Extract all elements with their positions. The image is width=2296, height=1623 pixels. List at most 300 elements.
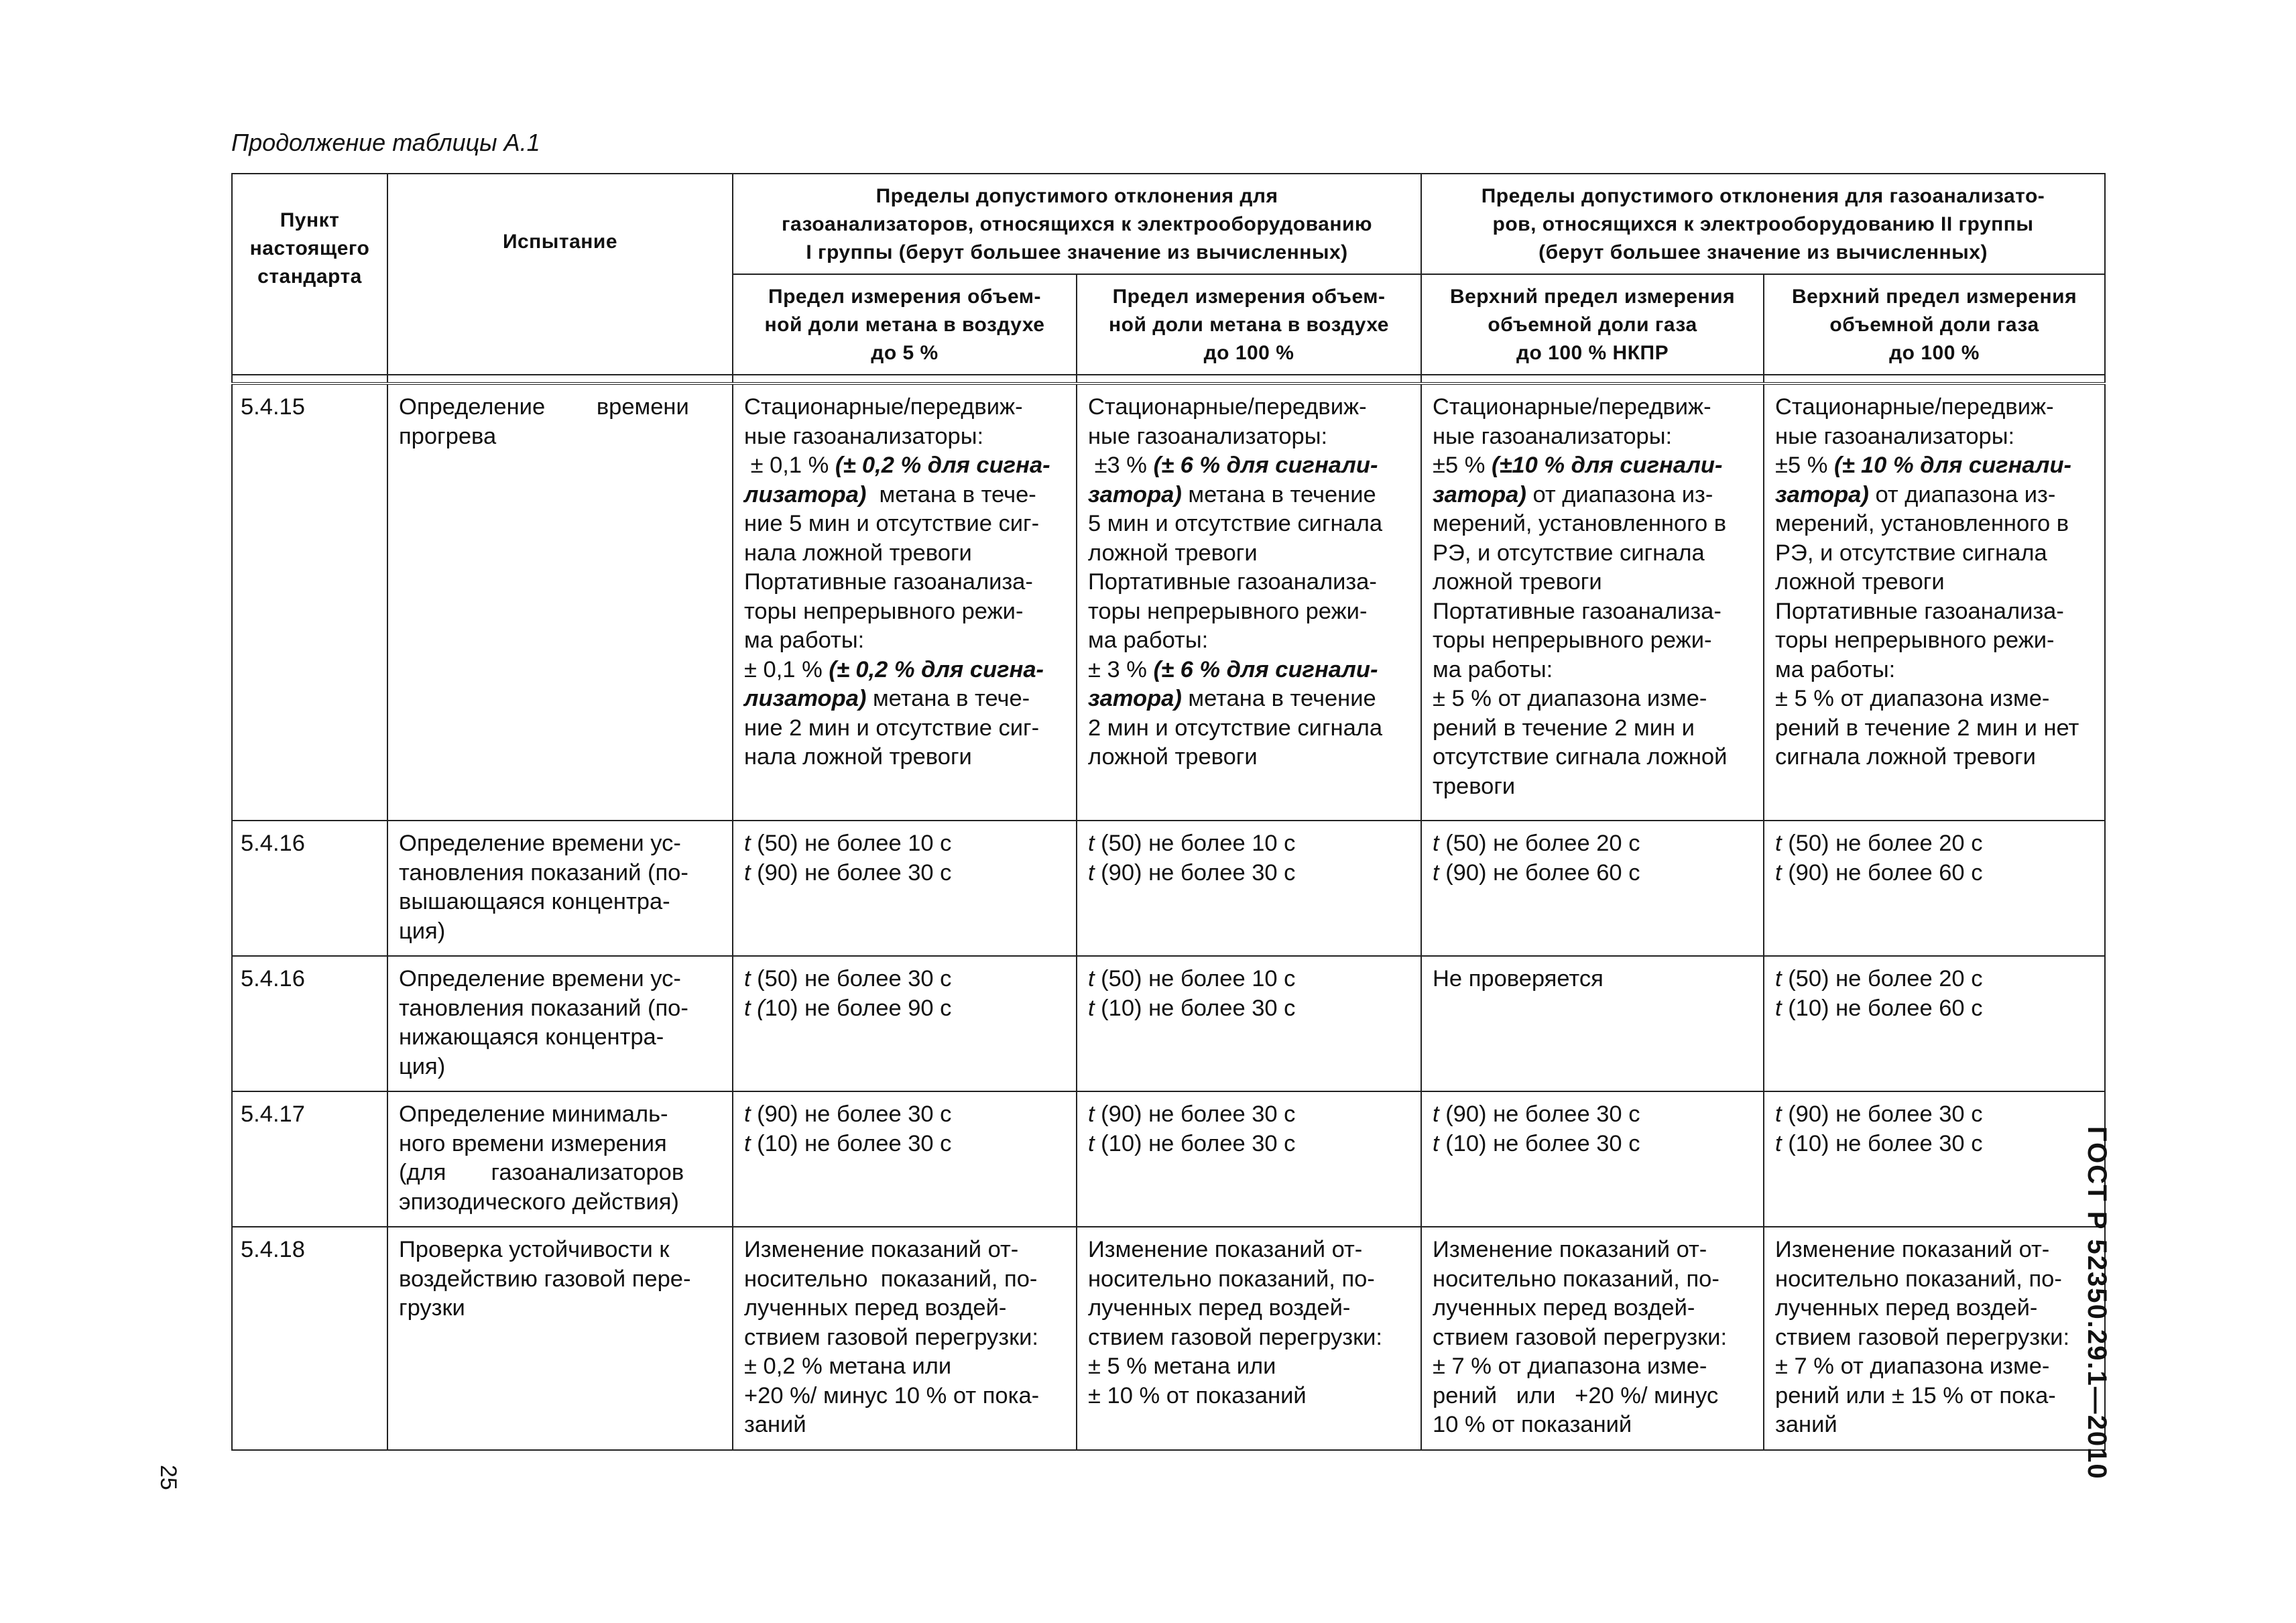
text: ± 3 % (1088, 656, 1154, 682)
text: ма работы: (1088, 627, 1209, 653)
limit-line (744, 714, 1068, 743)
text: сигнала ложной тревоги (1775, 744, 2036, 770)
cell-limit-3 (1421, 1227, 1764, 1450)
variable: t (1775, 1130, 1782, 1156)
text: Не проверяется (1433, 966, 1604, 991)
limit-line (1088, 1100, 1412, 1130)
limit-line (1775, 714, 2096, 743)
text: ± 0,2 % метана или (744, 1354, 952, 1379)
table-row (232, 383, 2105, 821)
cell-limit-3 (1421, 956, 1764, 1091)
text: (50) не более 30 с (750, 966, 952, 991)
limit-line (1433, 1100, 1755, 1130)
text: Стационарные/передвиж- (744, 394, 1023, 420)
alarm-limit: затора) (1433, 481, 1526, 507)
standard-designation: ГОСТ Р 52350.29.1—2010 (2082, 1126, 2112, 1480)
alarm-limit: (± 6 % для сигнали- (1153, 453, 1378, 478)
test-line: ного времени измерения (399, 1130, 667, 1156)
text: лученных перед воздей- (1088, 1295, 1351, 1321)
header-sub-2 (1077, 274, 1421, 375)
limit-line (744, 965, 1068, 994)
text: (50) не более 20 с (1781, 831, 1983, 856)
limit-line (1775, 481, 2096, 510)
text: отсутствие сигнала ложной (1433, 744, 1728, 770)
limit-line (1088, 626, 1412, 656)
limit-line (1775, 656, 2096, 685)
table-body (232, 383, 2105, 1450)
text: (90) не более 30 с (750, 859, 952, 886)
cell-point (232, 956, 387, 1091)
limit-line (1088, 994, 1412, 1024)
text: (50) не более 10 с (1094, 966, 1296, 991)
cell-test (387, 956, 733, 1091)
limit-line (744, 1100, 1068, 1130)
text: ные газоанализаторы: (1433, 423, 1673, 449)
test-line: Определение минималь- (399, 1101, 668, 1127)
text: ствием газовой перегрузки: (1775, 1324, 2070, 1350)
limit-line (1433, 859, 1755, 888)
limit-line (1433, 451, 1755, 481)
limit-line (744, 1410, 1068, 1440)
limit-line (744, 1382, 1068, 1411)
alarm-limit: лизатора) (744, 686, 867, 711)
header-separator (232, 375, 2105, 383)
limit-line (744, 539, 1068, 568)
cell-limit-4 (1764, 1227, 2105, 1450)
variable: t (1433, 831, 1439, 856)
limit-line (1775, 684, 2096, 714)
limit-line (1775, 568, 2096, 597)
header-line: Пределы допустимого отклонения для (875, 185, 1278, 207)
cell-limit-3 (1421, 821, 1764, 956)
text: (10) не более 60 с (1781, 995, 1983, 1021)
limit-line (1775, 965, 2096, 994)
limit-line (1775, 743, 2096, 772)
text: 5 мин и отсутствие сигнала (1088, 511, 1383, 536)
limit-line (744, 994, 1068, 1024)
variable: t (744, 859, 751, 886)
limit-line (1088, 1265, 1412, 1295)
limit-line (1775, 829, 2096, 859)
cell-limit-3 (1421, 383, 1764, 821)
alarm-limit: затора) (1775, 481, 1869, 507)
limit-line (744, 656, 1068, 685)
variable: t (1775, 831, 1782, 856)
text: от диапазона из- (1526, 481, 1713, 507)
limit-line (1088, 684, 1412, 714)
text: РЭ, и отсутствие сигнала (1775, 540, 2047, 566)
test-line: эпизодического действия) (399, 1189, 679, 1215)
limit-line (744, 743, 1068, 772)
limit-line (1088, 1323, 1412, 1353)
limit-line (1775, 539, 2096, 568)
text: Портативные газоанализа- (1088, 569, 1377, 595)
alarm-limit: лизатора) (744, 481, 867, 507)
limit-line (744, 1236, 1068, 1265)
text: лученных перед воздей- (1433, 1295, 1695, 1321)
text: (90) не более 60 с (1439, 859, 1640, 886)
header-line: I группы (берут большее значение из вычисленных) (806, 241, 1348, 263)
limit-line (1088, 714, 1412, 743)
limit-line (744, 829, 1068, 859)
table-row (232, 956, 2105, 1091)
variable: t (1775, 1101, 1782, 1127)
cell-test (387, 1091, 733, 1227)
text: рений в течение 2 мин и (1433, 715, 1695, 741)
text: 10) не более 90 с (764, 995, 952, 1021)
header-line: настоящего (249, 237, 370, 259)
variable: t (1088, 859, 1095, 886)
limit-line (1088, 509, 1412, 539)
text: +20 %/ минус 10 % от пока- (744, 1382, 1040, 1408)
test-line: тановления показаний (по- (399, 995, 688, 1021)
header-line: до 5 % (871, 342, 939, 364)
cell-limit-4 (1764, 1091, 2105, 1227)
requirements-table (231, 173, 2106, 1451)
test-line: воздействию газовой пере- (399, 1266, 691, 1292)
test-line: вышающаяся концентра- (399, 889, 670, 914)
text: ствием газовой перегрузки: (1433, 1324, 1728, 1350)
header-test-label: Испытание (502, 231, 618, 253)
limit-line (1775, 1323, 2096, 1353)
limit-line (744, 481, 1068, 510)
limit-line (1775, 626, 2096, 656)
limit-line (1088, 1294, 1412, 1323)
alarm-limit: (± 0,2 % для сигна- (829, 656, 1044, 682)
limit-line (1775, 1130, 2096, 1159)
cell-point (232, 1227, 387, 1450)
text: ± 7 % от диапазона изме- (1775, 1354, 2050, 1379)
text: ложной тревоги (1088, 744, 1258, 770)
variable: t (1775, 995, 1782, 1021)
text: 2 мин и отсутствие сигнала (1088, 715, 1383, 741)
limit-line (1433, 1352, 1755, 1382)
text: Стационарные/передвиж- (1433, 394, 1711, 420)
limit-line (1433, 656, 1755, 685)
header-line: Пределы допустимого отклонения для газоанализато- (1481, 185, 2045, 207)
header-line: до 100 % (1889, 342, 1980, 364)
alarm-limit: (± 6 % для сигнали- (1153, 656, 1378, 682)
limit-line (1433, 829, 1755, 859)
variable: t (1775, 859, 1782, 886)
table-row (232, 1091, 2105, 1227)
text: ± 0,1 % (744, 453, 835, 478)
limit-line (1775, 859, 2096, 888)
text: носительно показаний, по- (1433, 1266, 1719, 1292)
text: ные газоанализаторы: (744, 423, 984, 449)
text: (10) не более 30 с (1094, 1130, 1296, 1156)
text: РЭ, и отсутствие сигнала (1433, 540, 1705, 566)
limit-line (1088, 743, 1412, 772)
limit-line (744, 1265, 1068, 1295)
test-line: прогрева (399, 423, 497, 449)
limit-line (1088, 829, 1412, 859)
text: Портативные газоанализа- (744, 569, 1033, 595)
text: метана в течение (1181, 686, 1376, 711)
cell-test (387, 1227, 733, 1450)
text: ± 0,1 % (744, 656, 829, 682)
cell-limit-2 (1077, 956, 1421, 1091)
text: лученных перед воздей- (1775, 1295, 2038, 1321)
text: (50) не более 10 с (750, 831, 952, 856)
point-number: 5.4.16 (241, 966, 305, 991)
limit-line (1433, 509, 1755, 539)
limit-line (1775, 1265, 2096, 1295)
text: заний (1775, 1412, 1837, 1437)
cell-limit-3 (1421, 1091, 1764, 1227)
text: (90) не более 30 с (750, 1101, 952, 1127)
variable: t (1088, 966, 1095, 991)
test-line: Проверка устойчивости к (399, 1237, 670, 1262)
limit-line (1088, 1130, 1412, 1159)
alarm-limit: затора) (1088, 481, 1182, 507)
header-line: Верхний предел измерения (1791, 286, 2077, 308)
limit-line (1433, 714, 1755, 743)
cell-limit-2 (1077, 1091, 1421, 1227)
test-line: тановления показаний (по- (399, 859, 688, 886)
table-row (232, 821, 2105, 956)
text: ±3 % (1088, 453, 1154, 478)
alarm-limit: (±10 % для сигнали- (1491, 453, 1723, 478)
point-number: 5.4.18 (241, 1237, 305, 1262)
text: носительно показаний, по- (1775, 1266, 2062, 1292)
limit-line (1775, 1294, 2096, 1323)
limit-line (744, 422, 1068, 452)
limit-line (744, 597, 1068, 627)
variable: t (1088, 995, 1095, 1021)
header-line: ной доли метана в воздухе (764, 314, 1045, 336)
variable: t (744, 831, 751, 856)
cell-point (232, 383, 387, 821)
header-line: газоанализаторов, относящихся к электрооборудованию (781, 213, 1373, 235)
header-line: Предел измерения объем- (768, 286, 1041, 308)
cell-limit-4 (1764, 956, 2105, 1091)
limit-line (1433, 772, 1755, 802)
header-point (232, 174, 387, 375)
test-line: (для газоанализаторов (399, 1160, 684, 1185)
text: Портативные газоанализа- (1433, 598, 1721, 624)
text: (10) не более 30 с (1781, 1130, 1983, 1156)
text: ± 5 % метана или (1088, 1354, 1276, 1379)
limit-line (1088, 1236, 1412, 1265)
header-group-1 (733, 174, 1421, 274)
variable: t (1433, 1101, 1439, 1127)
page-number: 25 (156, 1465, 181, 1490)
limit-line (744, 451, 1068, 481)
text: (90) не более 30 с (1439, 1101, 1640, 1127)
text: ма работы: (1775, 656, 1896, 682)
variable: t (1088, 1101, 1095, 1127)
limit-line (1088, 451, 1412, 481)
header-line: Пункт (280, 209, 340, 231)
test-line: Определение времени ус- (399, 966, 681, 991)
text: ± 7 % от диапазона изме- (1433, 1354, 1707, 1379)
text: тревоги (1433, 773, 1516, 799)
text: ± 5 % от диапазона изме- (1433, 686, 1707, 711)
table-row (232, 1227, 2105, 1450)
header-line: объемной доли газа (1488, 314, 1697, 336)
header-line: до 100 % (1203, 342, 1294, 364)
text: рений или ± 15 % от пока- (1775, 1382, 2056, 1408)
text: (90) не более 30 с (1094, 1101, 1296, 1127)
header-line: ров, относящихся к электрооборудованию II группы (1492, 213, 2034, 235)
text: ±5 % (1775, 453, 1834, 478)
header-line: ной доли метана в воздухе (1109, 314, 1389, 336)
limit-line (1433, 684, 1755, 714)
header-sub-1 (733, 274, 1077, 375)
limit-line (1433, 1323, 1755, 1353)
variable: t (1775, 966, 1782, 991)
limit-line (1088, 1382, 1412, 1411)
limit-line (1433, 1265, 1755, 1295)
header-sub-3 (1421, 274, 1764, 375)
text: ложной тревоги (1433, 569, 1602, 595)
limit-line (1433, 1130, 1755, 1159)
text: (10) не более 30 с (750, 1130, 952, 1156)
limit-line (1433, 1410, 1755, 1440)
limit-line (1433, 1382, 1755, 1411)
text: ложной тревоги (1775, 569, 1945, 595)
limit-line (1433, 1294, 1755, 1323)
text: рений или +20 %/ минус (1433, 1382, 1719, 1408)
test-line: грузки (399, 1295, 465, 1321)
limit-line (1775, 1382, 2096, 1411)
header-group-2 (1421, 174, 2105, 274)
limit-line (744, 1130, 1068, 1159)
text: (50) не более 10 с (1094, 831, 1296, 856)
text: ± 10 % от показаний (1088, 1382, 1307, 1408)
limit-line (1775, 1236, 2096, 1265)
limit-line (1775, 1410, 2096, 1440)
text: Стационарные/передвиж- (1088, 394, 1367, 420)
cell-limit-1 (733, 383, 1077, 821)
text: Изменение показаний от- (1775, 1237, 2050, 1262)
variable: t (744, 1101, 751, 1127)
limit-line (1775, 509, 2096, 539)
limit-line (1775, 1100, 2096, 1130)
limit-line (1775, 393, 2096, 422)
limit-line (1088, 481, 1412, 510)
header-line: Предел измерения объем- (1112, 286, 1386, 308)
text: заний (744, 1412, 806, 1437)
limit-line (1433, 393, 1755, 422)
alarm-limit: (± 0,2 % для сигна- (835, 453, 1050, 478)
text: торы непрерывного режи- (1433, 627, 1712, 653)
test-line: ция) (399, 1053, 446, 1079)
limit-line (1088, 859, 1412, 888)
limit-line (1433, 568, 1755, 597)
text: метана в течение (1181, 481, 1376, 507)
text: ние 5 мин и отсутствие сиг- (744, 511, 1040, 536)
text: торы непрерывного режи- (1088, 598, 1368, 624)
cell-limit-2 (1077, 1227, 1421, 1450)
text: ние 2 мин и отсутствие сиг- (744, 715, 1040, 741)
text: Изменение показаний от- (1433, 1237, 1707, 1262)
limit-line (1088, 965, 1412, 994)
text: Стационарные/передвиж- (1775, 394, 2054, 420)
text: лученных перед воздей- (744, 1295, 1007, 1321)
text: торы непрерывного режи- (744, 598, 1024, 624)
text: торы непрерывного режи- (1775, 627, 2055, 653)
text: 10 % от показаний (1433, 1412, 1632, 1437)
limit-line (744, 568, 1068, 597)
header-line: стандарта (257, 265, 362, 288)
text: ствием газовой перегрузки: (1088, 1324, 1383, 1350)
variable: t (744, 1130, 751, 1156)
test-line: нижающаяся концентра- (399, 1024, 664, 1050)
variable: t (744, 966, 751, 991)
limit-line (1775, 422, 2096, 452)
point-number: 5.4.17 (241, 1101, 305, 1127)
limit-line (744, 1294, 1068, 1323)
text: мерений, установленного в (1433, 511, 1727, 536)
variable: t (1433, 1130, 1439, 1156)
limit-line (1088, 568, 1412, 597)
text: ± 5 % от диапазона изме- (1775, 686, 2050, 711)
text: (50) не более 20 с (1781, 966, 1983, 991)
limit-line (744, 509, 1068, 539)
limit-line (1775, 451, 2096, 481)
limit-line (744, 1352, 1068, 1382)
text: носительно показаний, по- (1088, 1266, 1375, 1292)
text: (90) не более 60 с (1781, 859, 1983, 886)
point-number: 5.4.16 (241, 831, 305, 856)
text: Портативные газоанализа- (1775, 598, 2064, 624)
limit-line (1433, 965, 1755, 994)
text: ные газоанализаторы: (1088, 423, 1328, 449)
header-test (387, 174, 733, 375)
header-line: до 100 % НКПР (1516, 342, 1669, 364)
alarm-limit: (± 10 % для сигнали- (1833, 453, 2072, 478)
test-line: Определение времени (399, 394, 689, 420)
variable: t (1088, 831, 1095, 856)
point-number: 5.4.15 (241, 394, 305, 420)
limit-line (1775, 597, 2096, 627)
text: рений в течение 2 мин и нет (1775, 715, 2079, 741)
cell-test (387, 821, 733, 956)
limit-line (1088, 539, 1412, 568)
variable: t (1088, 1130, 1095, 1156)
text: ма работы: (744, 627, 865, 653)
text: (10) не более 30 с (1439, 1130, 1640, 1156)
limit-line (1775, 994, 2096, 1024)
text: метана в тече- (866, 481, 1036, 507)
variable: t (1433, 859, 1439, 886)
text: ствием газовой перегрузки: (744, 1324, 1039, 1350)
limit-line (1088, 597, 1412, 627)
text: ма работы: (1433, 656, 1553, 682)
limit-line (1433, 481, 1755, 510)
text: метана в тече- (866, 686, 1030, 711)
cell-limit-2 (1077, 821, 1421, 956)
test-line: ция) (399, 918, 446, 944)
limit-line (1088, 422, 1412, 452)
text: мерений, установленного в (1775, 511, 2069, 536)
cell-limit-4 (1764, 383, 2105, 821)
text: Изменение показаний от- (1088, 1237, 1363, 1262)
text: ложной тревоги (1088, 540, 1258, 566)
cell-point (232, 821, 387, 956)
limit-line (1433, 743, 1755, 772)
cell-limit-1 (733, 1227, 1077, 1450)
text: носительно показаний, по- (744, 1266, 1038, 1292)
header-line: объемной доли газа (1829, 314, 2039, 336)
text: нала ложной тревоги (744, 744, 972, 770)
limit-line (744, 684, 1068, 714)
cell-limit-1 (733, 956, 1077, 1091)
text: Изменение показаний от- (744, 1237, 1019, 1262)
cell-limit-2 (1077, 383, 1421, 821)
